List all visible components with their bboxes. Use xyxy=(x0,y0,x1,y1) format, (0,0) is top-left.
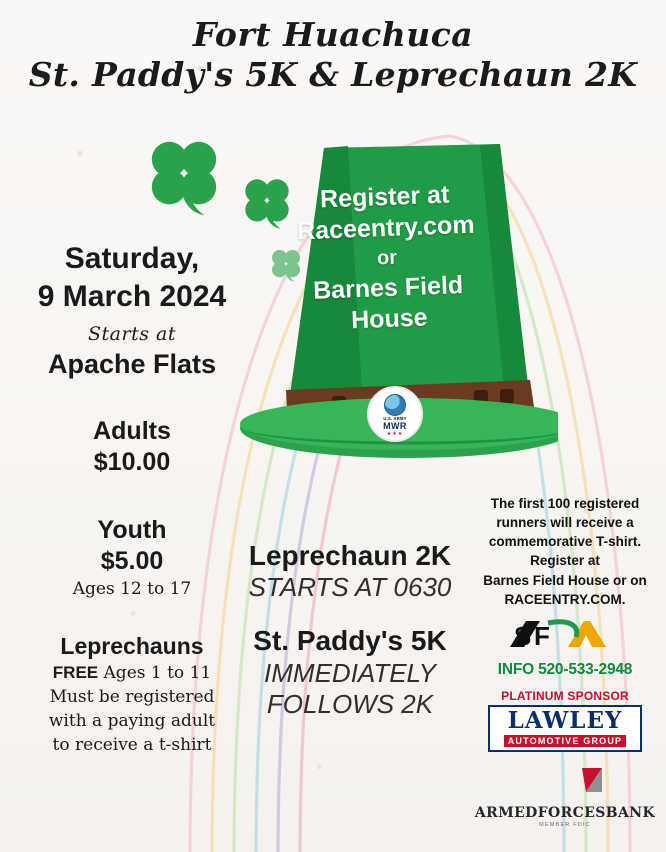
clover-icon-large xyxy=(138,128,230,225)
event-date-line-2: 9 March 2024 xyxy=(37,279,227,313)
tshirt-note xyxy=(470,494,660,609)
tshirt-note-line-1: The first 100 registered xyxy=(490,496,640,511)
race-2-time-line-1: IMMEDIATELY xyxy=(264,657,436,688)
leprechauns-note-1: Must be registered xyxy=(49,687,215,708)
event-date-line-1: Saturday, xyxy=(64,242,200,275)
adults-price-block xyxy=(8,416,256,479)
lawley-name: LAWLEY xyxy=(507,706,623,734)
race-2-name: St. Paddy's 5K xyxy=(253,625,447,657)
or-label: or xyxy=(376,246,398,270)
mwr-label: MWR xyxy=(383,420,407,431)
lawley-sponsor-logo xyxy=(488,705,642,752)
youth-label: Youth xyxy=(97,515,167,544)
tshirt-note-line-3: commemorative T-shirt. xyxy=(488,534,642,550)
register-at-label: Register at xyxy=(319,180,450,214)
race-entry-site: Raceentry.com xyxy=(296,210,476,245)
globe-icon xyxy=(384,394,406,416)
race-2-time-line-2: FOLLOWS 2K xyxy=(266,688,434,719)
stars-icon: ★★★ xyxy=(386,430,404,437)
title-line-2: St. Paddy's 5K & Leprechaun 2K xyxy=(28,54,638,94)
svg-text:F: F xyxy=(534,620,550,651)
adults-price: $10.00 xyxy=(93,448,171,477)
title-line-1: Fort Huachuca xyxy=(192,15,474,54)
tshirt-note-line-2: runners will receive a xyxy=(496,515,634,531)
starts-at-label: Starts at xyxy=(88,323,176,345)
tshirt-note-line-6: RACEENTRY.COM. xyxy=(504,591,626,607)
sponsor-column xyxy=(470,494,660,828)
svg-text:S: S xyxy=(514,620,532,651)
sfa-logo xyxy=(470,617,660,655)
youth-ages-note: Ages 12 to 17 xyxy=(72,579,192,599)
mwr-army-label: U.S. ARMY xyxy=(383,416,407,422)
leprechauns-label: Leprechauns xyxy=(60,633,204,659)
leprechauns-note-2: with a paying adult xyxy=(48,711,216,732)
info-phone-number[interactable]: INFO 520-533-2948 xyxy=(497,660,633,678)
afb-name: ARMEDFORCESBANK xyxy=(474,805,656,822)
adults-label: Adults xyxy=(93,417,171,445)
afb-subtitle: MEMBER FDIC xyxy=(539,822,591,829)
afb-mark-icon xyxy=(490,766,640,800)
poster-title xyxy=(0,16,666,95)
leprechauns-free-word: FREE xyxy=(52,663,99,682)
venue-line-1: Barnes Field xyxy=(312,271,464,305)
race-1-start-time: STARTS AT 0630 xyxy=(248,572,452,603)
tshirt-note-line-5: Barnes Field House or on xyxy=(483,572,647,588)
event-location: Apache Flats xyxy=(47,349,217,379)
lawley-subtitle: AUTOMOTIVE GROUP xyxy=(504,735,626,747)
youth-price: $5.00 xyxy=(100,546,164,575)
army-mwr-logo xyxy=(367,386,423,442)
armed-forces-bank-logo xyxy=(470,766,660,828)
leprechauns-ages: Ages 1 to 11 xyxy=(98,663,212,683)
race-schedule-block xyxy=(216,540,484,720)
tshirt-note-line-4: Register at xyxy=(530,553,600,569)
venue-line-2: House xyxy=(350,302,429,334)
race-1-name: Leprechaun 2K xyxy=(248,540,452,571)
platinum-sponsor-label: PLATINUM SPONSOR xyxy=(501,688,629,703)
leprechauns-note-3: to receive a t-shirt xyxy=(52,735,212,756)
hat-registration-text xyxy=(259,177,515,338)
